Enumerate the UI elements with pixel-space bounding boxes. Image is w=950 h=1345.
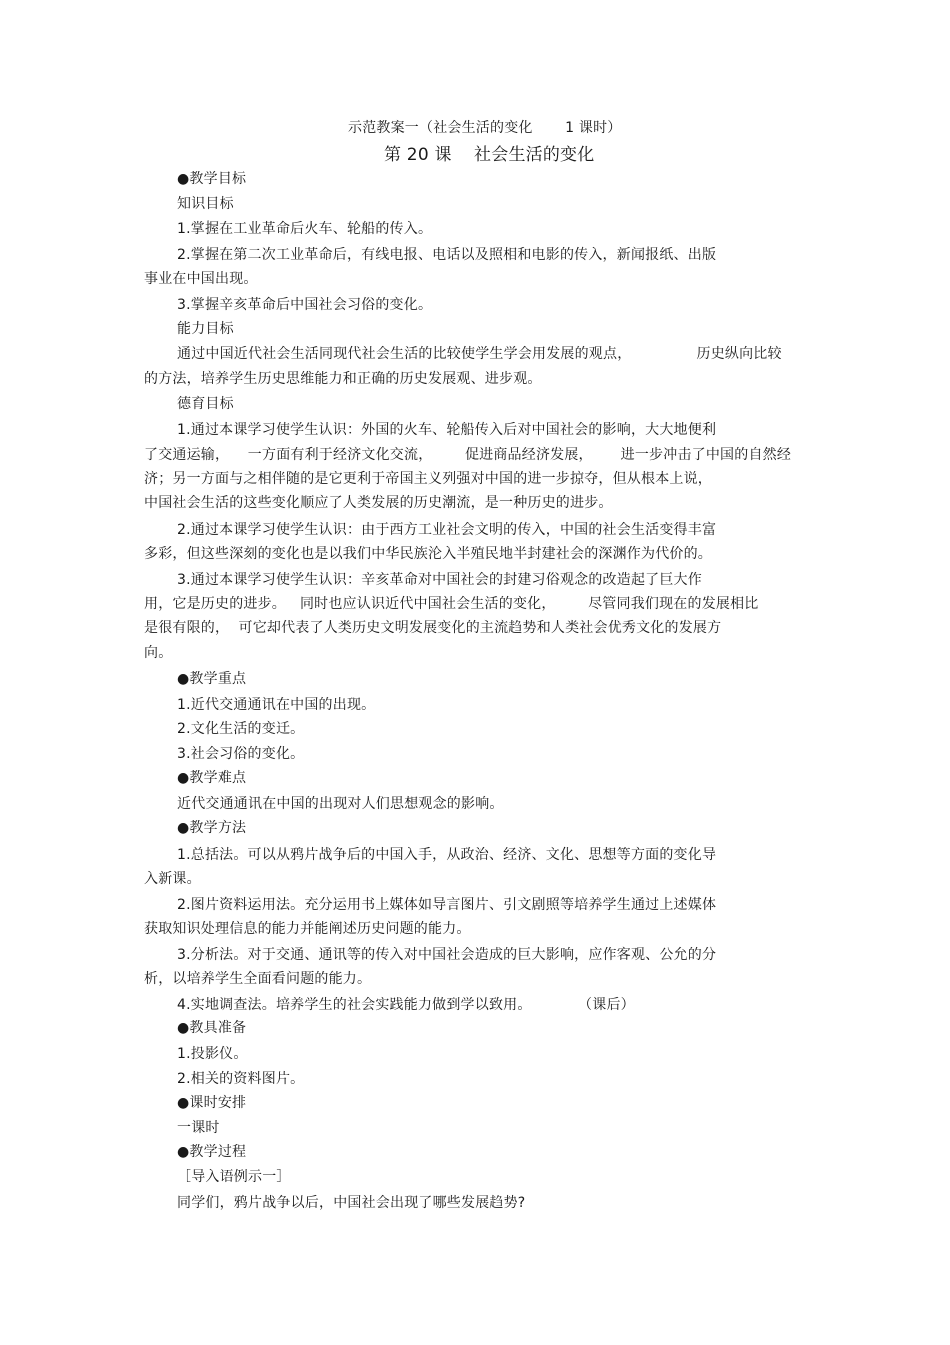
- paragraph-line: 3.掌握辛亥革命后中国社会习俗的变化。: [177, 297, 433, 313]
- paragraph-line: 是很有限的， 可它却代表了人类历史文明发展变化的主流趋势和人类社会优秀文化的发展方: [144, 620, 722, 636]
- section-heading-process: ●教学过程: [177, 1144, 247, 1160]
- subheading-ability: 能力目标: [177, 321, 234, 337]
- paragraph-line: 析，以培养学生全面看问题的能力。: [144, 971, 372, 987]
- paragraph-line: 用，它是历史的进步。 同时也应认识近代中国社会生活的变化， 尽管同我们现在的发展相比: [144, 596, 759, 612]
- paragraph-line: 多彩，但这些深刻的变化也是以我们中华民族沦入半殖民地半封建社会的深渊作为代价的。: [144, 546, 712, 562]
- list-item: 1.近代交通通讯在中国的出现。: [177, 697, 376, 713]
- paragraph-line: 2.掌握在第二次工业革命后，有线电报、电话以及照相和电影的传入，新闻报纸、出版: [177, 247, 717, 263]
- paragraph-line: 近代交通通讯在中国的出现对人们思想观念的影响。: [177, 796, 504, 812]
- paragraph-line: 向。: [144, 645, 173, 661]
- section-heading-objectives: ●教学目标: [177, 171, 247, 187]
- paragraph-line: 获取知识处理信息的能力并能阐述历史问题的能力。: [144, 921, 471, 937]
- paragraph-line: 1.总括法。可以从鸦片战争后的中国入手，从政治、经济、文化、思想等方面的变化导: [177, 847, 717, 863]
- list-item: 2.相关的资料图片。: [177, 1071, 305, 1087]
- paragraph-line: 通过中国近代社会生活同现代社会生活的比较使学生学会用发展的观点， 历史纵向比较: [177, 346, 782, 362]
- subheading-knowledge: 知识目标: [177, 196, 234, 212]
- section-heading-difficulty: ●教学难点: [177, 770, 247, 786]
- paragraph-line: 入新课。: [144, 871, 201, 887]
- paragraph-line: 同学们，鸦片战争以后，中国社会出现了哪些发展趋势?: [177, 1195, 526, 1211]
- subheading-moral: 德育目标: [177, 396, 234, 412]
- paragraph-line: 1.掌握在工业革命后火车、轮船的传入。: [177, 221, 433, 237]
- paragraph-line: 2.通过本课学习使学生认识：由于西方工业社会文明的传入，中国的社会生活变得丰富: [177, 522, 717, 538]
- paragraph-line: 事业在中国出现。: [144, 271, 258, 287]
- paragraph-line: 2.图片资料运用法。充分运用书上媒体如导言图片、引文剧照等培养学生通过上述媒体: [177, 897, 717, 913]
- paragraph-line: 中国社会生活的这些变化顺应了人类发展的历史潮流，是一种历史的进步。: [144, 495, 613, 511]
- list-item: 3.社会习俗的变化。: [177, 746, 305, 762]
- lesson-title: 第 20 课 社会生活的变化: [384, 145, 595, 165]
- paragraph-line: 3.通过本课学习使学生认识：辛亥革命对中国社会的封建习俗观念的改造起了巨大作: [177, 572, 702, 588]
- section-heading-methods: ●教学方法: [177, 820, 247, 836]
- paragraph-line: 济；另一方面与之相伴随的是它更利于帝国主义列强对中国的进一步掠夺，但从根本上说，: [144, 471, 712, 487]
- paragraph-line: 3.分析法。对于交通、通讯等的传入对中国社会造成的巨大影响，应作客观、公允的分: [177, 947, 717, 963]
- section-heading-teaching-aids: ●教具准备: [177, 1020, 247, 1036]
- paragraph-line: 的方法，培养学生历史思维能力和正确的历史发展观、进步观。: [144, 371, 542, 387]
- section-heading-schedule: ●课时安排: [177, 1095, 247, 1111]
- paragraph-line: 一课时: [177, 1120, 220, 1136]
- paragraph-line: 1.通过本课学习使学生认识：外国的火车、轮船传入后对中国社会的影响，大大地便利: [177, 422, 717, 438]
- paragraph-line: 了交通运输， 一方面有利于经济文化交流， 促进商品经济发展， 进一步冲击了中国的自然经: [144, 447, 792, 463]
- paragraph-line: 4.实地调查法。培养学生的社会实践能力做到学以致用。 （课后）: [177, 997, 635, 1013]
- list-item: 1.投影仪。: [177, 1046, 248, 1062]
- section-heading-key-points: ●教学重点: [177, 671, 247, 687]
- paragraph-line: ［导入语例示一］: [177, 1169, 291, 1185]
- lesson-plan-subtitle: 示范教案一（社会生活的变化 1 课时）: [348, 120, 622, 136]
- list-item: 2.文化生活的变迁。: [177, 721, 305, 737]
